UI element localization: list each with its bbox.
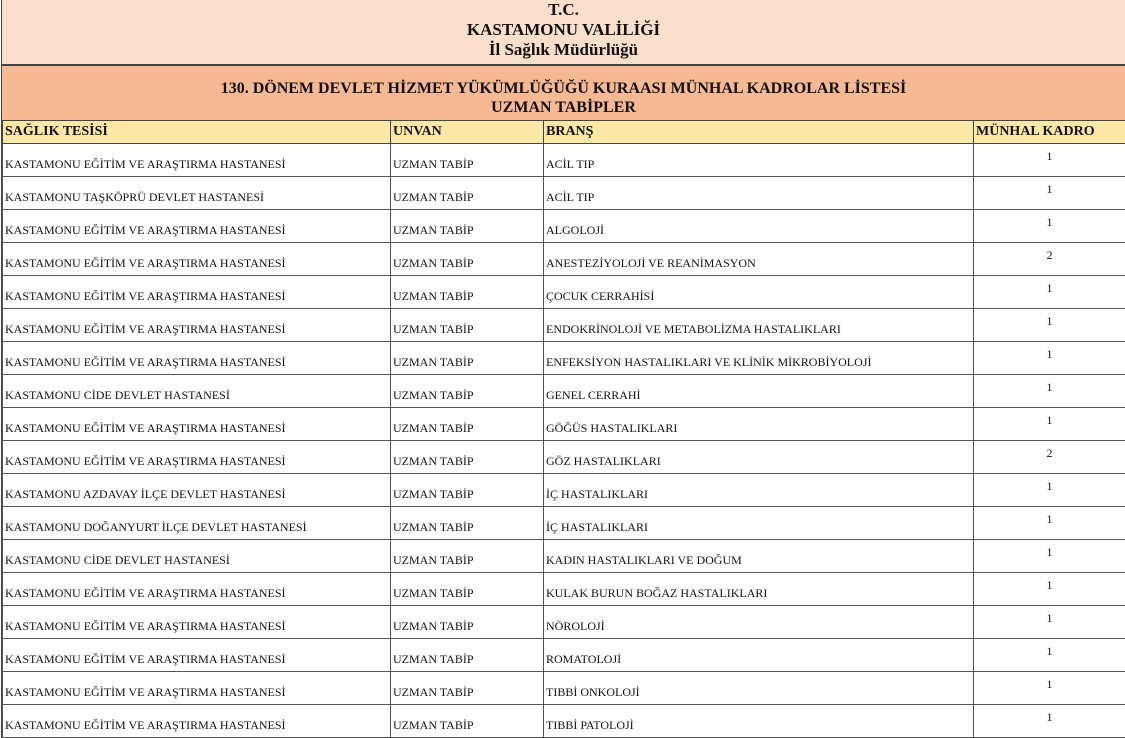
facility-cell: KASTAMONU EĞİTİM VE ARAŞTIRMA HASTANESİ: [3, 606, 391, 639]
vacancy-count-cell: 1: [974, 540, 1125, 573]
facility-cell: KASTAMONU EĞİTİM VE ARAŞTIRMA HASTANESİ: [3, 672, 391, 705]
table-row: [3, 177, 1125, 210]
table-row: [3, 573, 1125, 606]
branch-cell: GÖĞÜS HASTALIKLARI: [544, 408, 974, 441]
column-header-vacancy: MÜNHAL KADRO: [974, 121, 1125, 144]
vacancy-table: [2, 120, 1125, 738]
title-cell: UZMAN TABİP: [391, 441, 544, 474]
title-cell: UZMAN TABİP: [391, 474, 544, 507]
title-cell: UZMAN TABİP: [391, 342, 544, 375]
branch-cell: İÇ HASTALIKLARI: [544, 474, 974, 507]
vacancy-count-cell: 1: [974, 177, 1125, 210]
vacancy-count-cell: 1: [974, 573, 1125, 606]
table-row: [3, 639, 1125, 672]
branch-cell: ACİL TIP: [544, 177, 974, 210]
branch-cell: ALGOLOJİ: [544, 210, 974, 243]
list-subtitle: UZMAN TABİPLER: [2, 98, 1125, 117]
title-cell: UZMAN TABİP: [391, 375, 544, 408]
table-row: [3, 705, 1125, 738]
facility-cell: KASTAMONU EĞİTİM VE ARAŞTIRMA HASTANESİ: [3, 573, 391, 606]
header-line-directorate: İl Sağlık Müdürlüğü: [2, 40, 1125, 60]
title-cell: UZMAN TABİP: [391, 210, 544, 243]
facility-cell: KASTAMONU DOĞANYURT İLÇE DEVLET HASTANESİ: [3, 507, 391, 540]
table-row: [3, 672, 1125, 705]
header-line-governorship: KASTAMONU VALİLİĞİ: [2, 20, 1125, 40]
title-cell: UZMAN TABİP: [391, 540, 544, 573]
title-cell: UZMAN TABİP: [391, 243, 544, 276]
title-cell: UZMAN TABİP: [391, 507, 544, 540]
branch-cell: NÖROLOJİ: [544, 606, 974, 639]
vacancy-count-cell: 2: [974, 243, 1125, 276]
vacancy-count-cell: 1: [974, 606, 1125, 639]
facility-cell: KASTAMONU CİDE DEVLET HASTANESİ: [3, 540, 391, 573]
facility-cell: KASTAMONU EĞİTİM VE ARAŞTIRMA HASTANESİ: [3, 705, 391, 738]
vacancy-count-cell: 1: [974, 639, 1125, 672]
vacancy-count-cell: 1: [974, 210, 1125, 243]
branch-cell: GENEL CERRAHİ: [544, 375, 974, 408]
table-body: [3, 144, 1125, 738]
table-row: [3, 606, 1125, 639]
title-cell: UZMAN TABİP: [391, 408, 544, 441]
table-row: [3, 342, 1125, 375]
branch-cell: ENDOKRİNOLOJİ VE METABOLİZMA HASTALIKLARI: [544, 309, 974, 342]
title-cell: UZMAN TABİP: [391, 639, 544, 672]
title-cell: UZMAN TABİP: [391, 144, 544, 177]
vacancy-count-cell: 1: [974, 705, 1125, 738]
facility-cell: KASTAMONU CİDE DEVLET HASTANESİ: [3, 375, 391, 408]
column-header-facility: SAĞLIK TESİSİ: [3, 121, 391, 144]
table-row: [3, 276, 1125, 309]
title-cell: UZMAN TABİP: [391, 276, 544, 309]
facility-cell: KASTAMONU EĞİTİM VE ARAŞTIRMA HASTANESİ: [3, 144, 391, 177]
facility-cell: KASTAMONU EĞİTİM VE ARAŞTIRMA HASTANESİ: [3, 243, 391, 276]
title-cell: UZMAN TABİP: [391, 177, 544, 210]
facility-cell: KASTAMONU EĞİTİM VE ARAŞTIRMA HASTANESİ: [3, 210, 391, 243]
list-title: 130. DÖNEM DEVLET HİZMET YÜKÜMLÜĞÜĞÜ KURAASI MÜNHAL KADROLAR LİSTESİ: [2, 79, 1125, 98]
vacancy-count-cell: 1: [974, 309, 1125, 342]
table-row: [3, 375, 1125, 408]
column-header-title: UNVAN: [391, 121, 544, 144]
branch-cell: KULAK BURUN BOĞAZ HASTALIKLARI: [544, 573, 974, 606]
document-sheet: [1, 0, 1125, 738]
facility-cell: KASTAMONU EĞİTİM VE ARAŞTIRMA HASTANESİ: [3, 309, 391, 342]
facility-cell: KASTAMONU AZDAVAY İLÇE DEVLET HASTANESİ: [3, 474, 391, 507]
branch-cell: İÇ HASTALIKLARI: [544, 507, 974, 540]
table-row: [3, 144, 1125, 177]
vacancy-count-cell: 2: [974, 441, 1125, 474]
branch-cell: ACİL TIP: [544, 144, 974, 177]
branch-cell: ROMATOLOJİ: [544, 639, 974, 672]
facility-cell: KASTAMONU EĞİTİM VE ARAŞTIRMA HASTANESİ: [3, 639, 391, 672]
title-cell: UZMAN TABİP: [391, 309, 544, 342]
facility-cell: KASTAMONU EĞİTİM VE ARAŞTIRMA HASTANESİ: [3, 408, 391, 441]
vacancy-count-cell: 1: [974, 276, 1125, 309]
table-row: [3, 408, 1125, 441]
vacancy-count-cell: 1: [974, 474, 1125, 507]
branch-cell: TIBBİ ONKOLOJİ: [544, 672, 974, 705]
table-row: [3, 243, 1125, 276]
vacancy-count-cell: 1: [974, 408, 1125, 441]
table-row: [3, 540, 1125, 573]
table-row: [3, 309, 1125, 342]
table-header-row: [3, 121, 1125, 144]
branch-cell: ÇOCUK CERRAHİSİ: [544, 276, 974, 309]
facility-cell: KASTAMONU TAŞKÖPRÜ DEVLET HASTANESİ: [3, 177, 391, 210]
vacancy-count-cell: 1: [974, 342, 1125, 375]
branch-cell: KADIN HASTALIKLARI VE DOĞUM: [544, 540, 974, 573]
column-header-branch: BRANŞ: [544, 121, 974, 144]
facility-cell: KASTAMONU EĞİTİM VE ARAŞTIRMA HASTANESİ: [3, 342, 391, 375]
branch-cell: ANESTEZİYOLOJİ VE REANİMASYON: [544, 243, 974, 276]
vacancy-count-cell: 1: [974, 375, 1125, 408]
branch-cell: TIBBİ PATOLOJİ: [544, 705, 974, 738]
title-cell: UZMAN TABİP: [391, 672, 544, 705]
title-cell: UZMAN TABİP: [391, 705, 544, 738]
vacancy-count-cell: 1: [974, 507, 1125, 540]
branch-cell: GÖZ HASTALIKLARI: [544, 441, 974, 474]
table-row: [3, 210, 1125, 243]
header-line-tc: T.C.: [2, 0, 1125, 20]
facility-cell: KASTAMONU EĞİTİM VE ARAŞTIRMA HASTANESİ: [3, 276, 391, 309]
title-cell: UZMAN TABİP: [391, 573, 544, 606]
title-cell: UZMAN TABİP: [391, 606, 544, 639]
vacancy-count-cell: 1: [974, 672, 1125, 705]
vacancy-count-cell: 1: [974, 144, 1125, 177]
branch-cell: ENFEKSİYON HASTALIKLARI VE KLİNİK MİKROBİYOLOJİ: [544, 342, 974, 375]
institution-header: [2, 0, 1125, 66]
table-row: [3, 441, 1125, 474]
table-row: [3, 507, 1125, 540]
facility-cell: KASTAMONU EĞİTİM VE ARAŞTIRMA HASTANESİ: [3, 441, 391, 474]
list-title-block: [2, 66, 1125, 120]
table-row: [3, 474, 1125, 507]
